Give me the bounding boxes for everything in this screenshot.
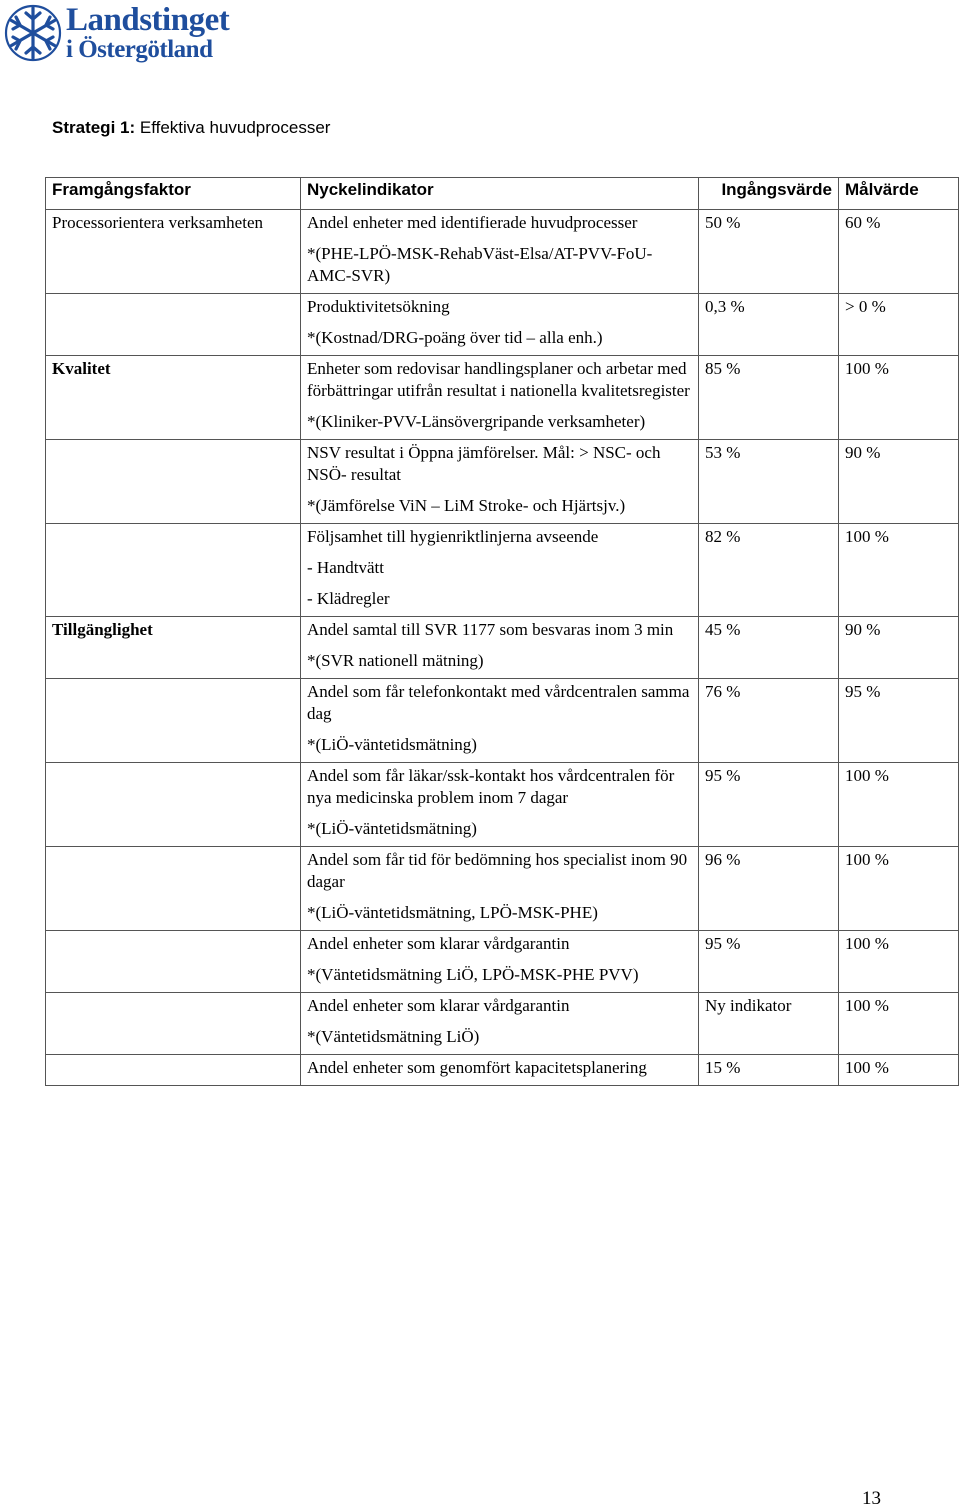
cell-malvarde: 60 % [839, 210, 959, 294]
indicator-line: *(Kliniker-PVV-Länsövergripande verksamheter) [307, 412, 646, 431]
table-row [46, 1055, 959, 1086]
cell-nyckelindikator [301, 847, 699, 931]
cell-framgangsfaktor [46, 524, 301, 617]
cell-ingangsvarde: 76 % [699, 679, 839, 763]
cell-malvarde: 100 % [839, 847, 959, 931]
page-number: 13 [862, 1488, 881, 1509]
section-heading [52, 117, 330, 139]
indicator-line: *(PHE-LPÖ-MSK-RehabVäst-Elsa/AT-PVV-FoU-AMC-SVR) [307, 244, 653, 285]
cell-nyckelindikator [301, 679, 699, 763]
table-row [46, 440, 959, 524]
indicator-line: *(LiÖ-väntetidsmätning, LPÖ-MSK-PHE) [307, 903, 598, 922]
header-ingangsvarde: Ingångsvärde [699, 178, 839, 210]
indicator-line: - Handtvätt [307, 558, 384, 577]
cell-framgangsfaktor [46, 763, 301, 847]
snowflake-logo-icon [2, 2, 64, 64]
cell-nyckelindikator [301, 440, 699, 524]
cell-framgangsfaktor [46, 993, 301, 1055]
indicator-line: *(Kostnad/DRG-poäng över tid – alla enh.) [307, 328, 603, 347]
cell-framgangsfaktor [46, 679, 301, 763]
cell-framgangsfaktor: Kvalitet [46, 356, 301, 440]
cell-ingangsvarde: 85 % [699, 356, 839, 440]
cell-nyckelindikator [301, 356, 699, 440]
indicator-line: Andel som får tid för bedömning hos specialist inom 90 dagar [307, 850, 688, 891]
indicator-line: Enheter som redovisar handlingsplaner och arbetar med förbättringar utifrån resultat i nationella kvalitetsregister [307, 359, 690, 400]
indicator-line: *(Jämförelse ViN – LiM Stroke- och Hjärtsjv.) [307, 496, 626, 515]
indicator-line: Andel enheter som genomfört kapacitetsplanering [307, 1058, 647, 1077]
cell-malvarde: > 0 % [839, 294, 959, 356]
cell-framgangsfaktor [46, 440, 301, 524]
table-row [46, 847, 959, 931]
indicator-line: *(LiÖ-väntetidsmätning) [307, 819, 477, 838]
indicator-line: Följsamhet till hygienriktlinjerna avseende [307, 527, 599, 546]
strategy-table [45, 177, 959, 1086]
cell-malvarde: 90 % [839, 440, 959, 524]
landstinget-logo [2, 2, 262, 68]
cell-nyckelindikator [301, 210, 699, 294]
table-row [46, 524, 959, 617]
cell-malvarde: 100 % [839, 356, 959, 440]
cell-ingangsvarde: 96 % [699, 847, 839, 931]
table-row [46, 210, 959, 294]
cell-nyckelindikator [301, 763, 699, 847]
table-row [46, 617, 959, 679]
logo-line-2: i Östergötland [66, 36, 213, 63]
cell-ingangsvarde: 0,3 % [699, 294, 839, 356]
cell-ingangsvarde: 95 % [699, 763, 839, 847]
indicator-line: Andel enheter som klarar vårdgarantin [307, 934, 570, 953]
logo-line-1: Landstinget [66, 2, 230, 38]
cell-ingangsvarde: Ny indikator [699, 993, 839, 1055]
cell-nyckelindikator [301, 1055, 699, 1086]
cell-malvarde: 100 % [839, 1055, 959, 1086]
cell-ingangsvarde: 95 % [699, 931, 839, 993]
cell-nyckelindikator [301, 993, 699, 1055]
header-malvarde: Målvärde [839, 178, 959, 210]
cell-ingangsvarde: 53 % [699, 440, 839, 524]
indicator-line: *(LiÖ-väntetidsmätning) [307, 735, 477, 754]
cell-malvarde: 100 % [839, 993, 959, 1055]
table-header-row [46, 178, 959, 210]
table-row [46, 931, 959, 993]
cell-nyckelindikator [301, 294, 699, 356]
cell-malvarde: 90 % [839, 617, 959, 679]
indicator-line: Produktivitetsökning [307, 297, 450, 316]
indicator-line: *(Väntetidsmätning LiÖ) [307, 1027, 480, 1046]
table-row [46, 356, 959, 440]
cell-ingangsvarde: 50 % [699, 210, 839, 294]
cell-nyckelindikator [301, 524, 699, 617]
indicator-line: Andel samtal till SVR 1177 som besvaras inom 3 min [307, 620, 674, 639]
cell-malvarde: 100 % [839, 763, 959, 847]
indicator-line: Andel som får telefonkontakt med vårdcentralen samma dag [307, 682, 690, 723]
cell-malvarde: 95 % [839, 679, 959, 763]
cell-nyckelindikator [301, 931, 699, 993]
indicator-line: Andel enheter med identifierade huvudprocesser [307, 213, 638, 232]
table-row [46, 679, 959, 763]
indicator-line: *(Väntetidsmätning LiÖ, LPÖ-MSK-PHE PVV) [307, 965, 639, 984]
cell-framgangsfaktor [46, 847, 301, 931]
indicator-line: Andel enheter som klarar vårdgarantin [307, 996, 570, 1015]
indicator-line: Andel som får läkar/ssk-kontakt hos vårdcentralen för nya medicinska problem inom 7 dagar [307, 766, 675, 807]
cell-ingangsvarde: 45 % [699, 617, 839, 679]
table-row [46, 294, 959, 356]
indicator-line: *(SVR nationell mätning) [307, 651, 484, 670]
cell-malvarde: 100 % [839, 931, 959, 993]
indicator-line: NSV resultat i Öppna jämförelser. Mål: > NSC- och NSÖ- resultat [307, 443, 661, 484]
cell-nyckelindikator [301, 617, 699, 679]
cell-framgangsfaktor [46, 931, 301, 993]
heading-title: Effektiva huvudprocesser [139, 118, 331, 137]
cell-framgangsfaktor [46, 1055, 301, 1086]
table-row [46, 763, 959, 847]
header-nyckelindikator: Nyckelindikator [301, 178, 699, 210]
heading-prefix: Strategi 1: [52, 118, 136, 137]
cell-framgangsfaktor: Tillgänglighet [46, 617, 301, 679]
cell-ingangsvarde: 82 % [699, 524, 839, 617]
header-framgangsfaktor: Framgångsfaktor [46, 178, 301, 210]
table-row [46, 993, 959, 1055]
cell-ingangsvarde: 15 % [699, 1055, 839, 1086]
cell-framgangsfaktor: Processorientera verksamheten [46, 210, 301, 294]
indicator-line: - Klädregler [307, 589, 390, 608]
cell-framgangsfaktor [46, 294, 301, 356]
cell-malvarde: 100 % [839, 524, 959, 617]
